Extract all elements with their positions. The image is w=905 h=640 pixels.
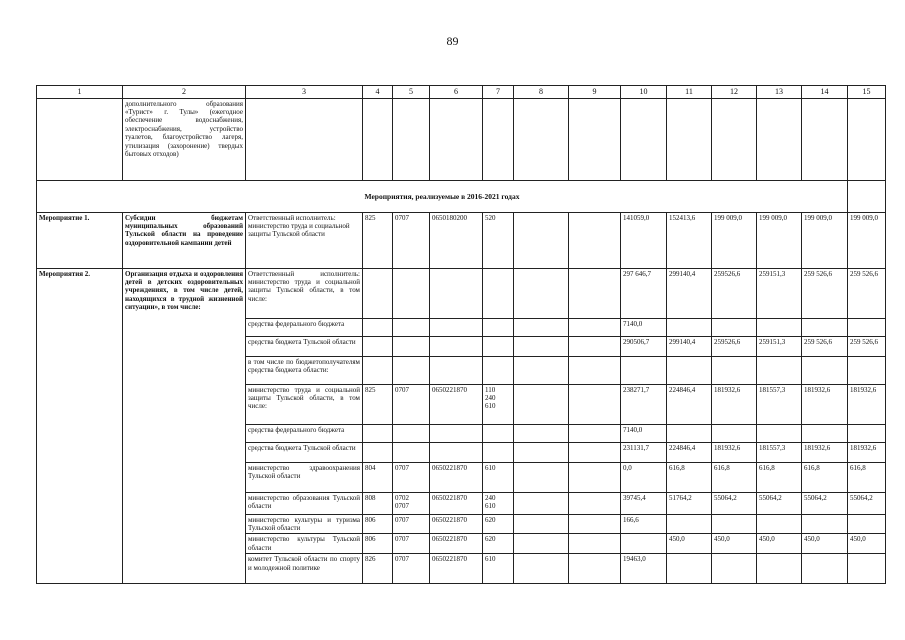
cell-c11: 224846,4 xyxy=(667,442,712,462)
cell-c5 xyxy=(393,318,430,336)
cell-c6: 0650221870 xyxy=(430,384,483,424)
cell-c7 xyxy=(483,268,514,318)
section-title: Мероприятия, реализуемые в 2016-2021 годах xyxy=(37,180,848,212)
cell-c13 xyxy=(757,554,802,584)
cell-c3: министерство культуры и туризма Тульской области xyxy=(246,514,363,534)
cell-c7 xyxy=(483,442,514,462)
cell-c13: 259151,3 xyxy=(757,268,802,318)
cell-c6: 0650221870 xyxy=(430,492,483,514)
cell-c7 xyxy=(483,336,514,356)
cell-c13 xyxy=(757,318,802,336)
cell-c13 xyxy=(757,424,802,442)
cell-c11 xyxy=(667,318,712,336)
cell-c9 xyxy=(569,554,621,584)
cell-c5: 0707 xyxy=(393,554,430,584)
cell-c6: 0650221870 xyxy=(430,554,483,584)
cell-c14: 181932,6 xyxy=(802,442,848,462)
cell-c14 xyxy=(802,554,848,584)
cell-c10: 19463,0 xyxy=(621,554,667,584)
cell-c10: 0,0 xyxy=(621,462,667,492)
cell-c6 xyxy=(430,424,483,442)
cell-c3: Ответственный исполнитель: министерство труда и социальной защиты Тульской области, в том числе: xyxy=(246,268,363,318)
cell-c8 xyxy=(514,384,569,424)
cell-c9 xyxy=(569,492,621,514)
cell-c7: 620 xyxy=(483,514,514,534)
cell-c15: 199 009,0 xyxy=(848,212,886,268)
header-cell: 13 xyxy=(757,86,802,99)
header-cell: 12 xyxy=(712,86,757,99)
cell-c8 xyxy=(514,462,569,492)
cell-c13: 199 009,0 xyxy=(757,212,802,268)
measure-2-desc: Организация отдыха и оздоровления детей в детских оздоровительных учреждениях, в том числе детей, находящихся в трудной жизненной ситуации», в том числе: xyxy=(123,268,246,584)
cell-c12: 181932,6 xyxy=(712,442,757,462)
cell-c14 xyxy=(802,514,848,534)
cell-c15: 616,8 xyxy=(848,462,886,492)
cell-c15 xyxy=(848,356,886,384)
header-row xyxy=(37,86,886,99)
cell-c8 xyxy=(514,336,569,356)
cell-c14: 259 526,6 xyxy=(802,268,848,318)
cell-c11: 299140,4 xyxy=(667,268,712,318)
continuation-row xyxy=(37,98,886,180)
page-number: 89 xyxy=(446,34,459,48)
cell-c3: комитет Тульской области по спорту и молодежной политике xyxy=(246,554,363,584)
cell-c10: 7140,0 xyxy=(621,318,667,336)
cell-c7: 620 xyxy=(483,534,514,554)
measure-1-responsible: Ответственный исполнитель: министерство труда и социальной защиты Тульской области xyxy=(246,212,363,268)
cell-c7: 520 xyxy=(483,212,514,268)
cell-c9 xyxy=(569,268,621,318)
cell-c4: 825 xyxy=(363,384,393,424)
cell-c3: средства федерального бюджета xyxy=(246,318,363,336)
cell-c3: министерство труда и социальной защиты Тульской области, в том числе: xyxy=(246,384,363,424)
cell-c10: 297 646,7 xyxy=(621,268,667,318)
cell-c11: 299140,4 xyxy=(667,336,712,356)
cell-c6: 0650221870 xyxy=(430,514,483,534)
cell-c14: 616,8 xyxy=(802,462,848,492)
cell-c3: министерство здравоохранения Тульской области xyxy=(246,462,363,492)
cell-c11 xyxy=(667,356,712,384)
cell-c7 xyxy=(483,318,514,336)
cell-c14 xyxy=(802,424,848,442)
cell-c15 xyxy=(848,514,886,534)
cell-c4: 804 xyxy=(363,462,393,492)
cell-c5: 0707 xyxy=(393,462,430,492)
cell-c11: 51764,2 xyxy=(667,492,712,514)
cell-c11 xyxy=(667,514,712,534)
program-table xyxy=(36,85,886,584)
cell-c15 xyxy=(848,318,886,336)
cell-c6 xyxy=(430,356,483,384)
cell-c10: 231131,7 xyxy=(621,442,667,462)
header-cell: 4 xyxy=(363,86,393,99)
header-cell: 11 xyxy=(667,86,712,99)
cell-c7: 610 xyxy=(483,554,514,584)
cell-c9 xyxy=(569,534,621,554)
cell-c4: 808 xyxy=(363,492,393,514)
cell-c8 xyxy=(514,492,569,514)
cell-c10: 141059,0 xyxy=(621,212,667,268)
cell-c6 xyxy=(430,442,483,462)
continuation-text: дополнительного образования «Турист» г. Тулы» (ежегодное обеспечение водоснабжения, электроснабжения, устройство туалетов, благоустройство лагеря, утилизация (захоронение) твердых бытовых отходов) xyxy=(123,98,246,180)
cell-c15: 259 526,6 xyxy=(848,336,886,356)
cell-c6: 0650221870 xyxy=(430,462,483,492)
cell-c8 xyxy=(514,514,569,534)
cell-c13 xyxy=(757,514,802,534)
header-cell: 6 xyxy=(430,86,483,99)
cell-c8 xyxy=(514,424,569,442)
cell-c5: 0702 0707 xyxy=(393,492,430,514)
cell-c4 xyxy=(363,424,393,442)
cell-c5 xyxy=(393,268,430,318)
cell-c5 xyxy=(393,424,430,442)
cell-c9 xyxy=(569,442,621,462)
cell-c9 xyxy=(569,318,621,336)
cell-c12 xyxy=(712,424,757,442)
cell-c8 xyxy=(514,212,569,268)
header-cell: 8 xyxy=(514,86,569,99)
cell-c15: 181932,6 xyxy=(848,442,886,462)
cell-c12: 199 009,0 xyxy=(712,212,757,268)
cell-c11: 616,8 xyxy=(667,462,712,492)
cell-c15 xyxy=(848,554,886,584)
header-cell: 1 xyxy=(37,86,123,99)
cell-c12: 259526,6 xyxy=(712,336,757,356)
cell-c10: 39745,4 xyxy=(621,492,667,514)
cell-c6: 0650221870 xyxy=(430,534,483,554)
cell-c5 xyxy=(393,356,430,384)
cell-c12 xyxy=(712,318,757,336)
cell-c9 xyxy=(569,384,621,424)
cell-c12: 450,0 xyxy=(712,534,757,554)
cell-c10: 7140,0 xyxy=(621,424,667,442)
cell-c4 xyxy=(363,318,393,336)
cell-c6 xyxy=(430,318,483,336)
cell-c14: 199 009,0 xyxy=(802,212,848,268)
cell-c7: 110 240 610 xyxy=(483,384,514,424)
cell-c14: 181932,6 xyxy=(802,384,848,424)
cell-c8 xyxy=(514,442,569,462)
cell-c13: 181557,3 xyxy=(757,442,802,462)
cell-c14: 259 526,6 xyxy=(802,336,848,356)
cell-c5 xyxy=(393,442,430,462)
cell-c13: 259151,3 xyxy=(757,336,802,356)
header-cell: 9 xyxy=(569,86,621,99)
cell-c9 xyxy=(569,336,621,356)
cell-c6 xyxy=(430,268,483,318)
cell-c7: 610 xyxy=(483,462,514,492)
cell-c11: 450,0 xyxy=(667,534,712,554)
cell-c4 xyxy=(363,442,393,462)
cell-c12: 616,8 xyxy=(712,462,757,492)
cell-c6 xyxy=(430,336,483,356)
cell-c12: 55064,2 xyxy=(712,492,757,514)
cell-c13: 616,8 xyxy=(757,462,802,492)
cell-c13: 55064,2 xyxy=(757,492,802,514)
cell-c4: 806 xyxy=(363,534,393,554)
cell-c8 xyxy=(514,554,569,584)
cell-c7: 240 610 xyxy=(483,492,514,514)
section-row xyxy=(37,180,886,212)
cell-c4 xyxy=(363,268,393,318)
header-cell: 2 xyxy=(123,86,246,99)
cell-c5 xyxy=(393,336,430,356)
measure-1-name: Мероприятие 1. xyxy=(37,212,123,268)
cell-c10: 290506,7 xyxy=(621,336,667,356)
measure-2-name: Мероприятия 2. xyxy=(37,268,123,584)
cell-c8 xyxy=(514,268,569,318)
cell-c15: 55064,2 xyxy=(848,492,886,514)
cell-c9 xyxy=(569,356,621,384)
cell-c11 xyxy=(667,424,712,442)
cell-c3: министерство образования Тульской области xyxy=(246,492,363,514)
header-cell: 14 xyxy=(802,86,848,99)
cell-c10: 238271,7 xyxy=(621,384,667,424)
cell-c8 xyxy=(514,534,569,554)
cell-c15: 181932,6 xyxy=(848,384,886,424)
measure-1-desc: Субсидии бюджетам муниципальных образований Тульской области на проведение оздоровительной кампании детей xyxy=(123,212,246,268)
cell-c13 xyxy=(757,356,802,384)
measure-1-row xyxy=(37,212,886,268)
cell-c11 xyxy=(667,554,712,584)
cell-c14: 450,0 xyxy=(802,534,848,554)
cell-c5: 0707 xyxy=(393,212,430,268)
cell-c15 xyxy=(848,424,886,442)
cell-c3: средства бюджета Тульской области xyxy=(246,336,363,356)
cell-c4 xyxy=(363,336,393,356)
header-cell: 15 xyxy=(848,86,886,99)
cell-c9 xyxy=(569,514,621,534)
cell-c9 xyxy=(569,424,621,442)
cell-c10 xyxy=(621,534,667,554)
cell-c6: 0650180200 xyxy=(430,212,483,268)
cell-c14 xyxy=(802,356,848,384)
cell-c9 xyxy=(569,212,621,268)
header-cell: 10 xyxy=(621,86,667,99)
cell-c3: министерство культуры Тульской области xyxy=(246,534,363,554)
cell-c14: 55064,2 xyxy=(802,492,848,514)
header-cell: 5 xyxy=(393,86,430,99)
cell-c12 xyxy=(712,514,757,534)
cell-c9 xyxy=(569,462,621,492)
cell-c3: в том числе по бюджетополучателям средства бюджета области: xyxy=(246,356,363,384)
cell-c5: 0707 xyxy=(393,534,430,554)
cell-c12: 181932,6 xyxy=(712,384,757,424)
cell-c14 xyxy=(802,318,848,336)
cell-c5: 0707 xyxy=(393,514,430,534)
cell-c15: 259 526,6 xyxy=(848,268,886,318)
cell-c10: 166,6 xyxy=(621,514,667,534)
cell-c8 xyxy=(514,318,569,336)
cell-c10 xyxy=(621,356,667,384)
header-cell: 3 xyxy=(246,86,363,99)
table-body xyxy=(37,86,886,584)
cell-c11: 152413,6 xyxy=(667,212,712,268)
cell-c3: средства федерального бюджета xyxy=(246,424,363,442)
cell-c12 xyxy=(712,554,757,584)
cell-c4: 826 xyxy=(363,554,393,584)
cell-c12: 259526,6 xyxy=(712,268,757,318)
cell-c3: средства бюджета Тульской области xyxy=(246,442,363,462)
cell-c4: 806 xyxy=(363,514,393,534)
cell-c11: 224846,4 xyxy=(667,384,712,424)
cell-c13: 181557,3 xyxy=(757,384,802,424)
measure-2-row xyxy=(37,268,886,318)
cell-c13: 450,0 xyxy=(757,534,802,554)
header-cell: 7 xyxy=(483,86,514,99)
cell-c5: 0707 xyxy=(393,384,430,424)
cell-c15: 450,0 xyxy=(848,534,886,554)
cell-c7 xyxy=(483,356,514,384)
cell-c4: 825 xyxy=(363,212,393,268)
cell-c12 xyxy=(712,356,757,384)
cell-c4 xyxy=(363,356,393,384)
cell-c7 xyxy=(483,424,514,442)
cell-c8 xyxy=(514,356,569,384)
